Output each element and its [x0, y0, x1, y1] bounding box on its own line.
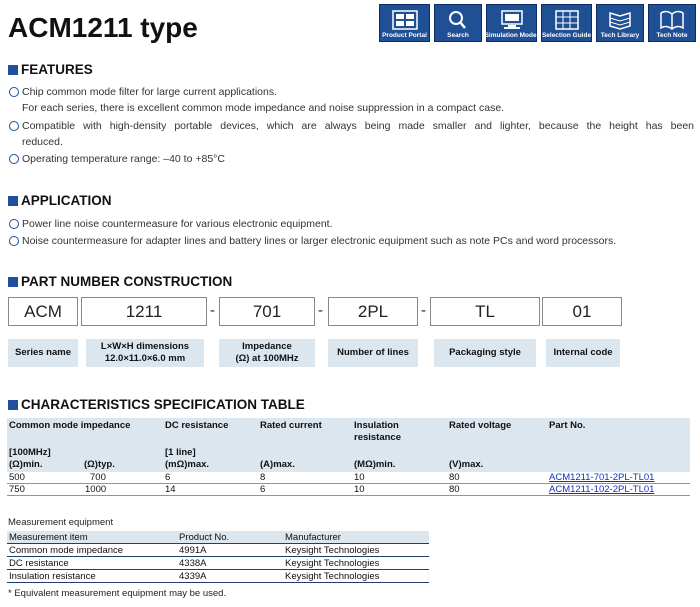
feature-text: Chip common mode filter for large current applications. [22, 86, 278, 98]
cell-zmin: 500 [9, 472, 25, 483]
col-header: Measurement item [9, 532, 88, 543]
bullet-circle-icon [9, 121, 19, 131]
nav-label: Product Portal [382, 32, 427, 39]
nav-label: Tech Note [656, 32, 688, 39]
cell-product: 4991A [179, 545, 207, 556]
cell-dcr: 6 [165, 472, 171, 483]
col-header: (Ω)min. [9, 459, 43, 470]
col-header: (A)max. [260, 459, 295, 470]
cell-current: 6 [260, 484, 266, 495]
features-heading [8, 62, 93, 77]
section-marker [8, 65, 18, 75]
pn-label-text: Number of lines [337, 347, 409, 358]
table-row [7, 557, 429, 570]
simulation-model-icon [499, 10, 525, 30]
feature-item-continued [22, 134, 694, 150]
pn-code-internal: 01 [542, 297, 622, 326]
pn-label-impedance [219, 339, 315, 367]
part-number-heading-text: PART NUMBER CONSTRUCTION [21, 274, 233, 289]
feature-text: reduced. [22, 136, 63, 148]
spec-table [7, 418, 690, 496]
feature-item [22, 84, 694, 100]
application-text: Power line noise countermeasure for various electronic equipment. [22, 218, 333, 230]
feature-text: Compatible with high-density portable devices, which are always being made smaller and lighter, because the height has been [22, 120, 694, 132]
col-header: Insulation [354, 420, 399, 431]
nav-tech-library-button[interactable] [596, 4, 644, 42]
application-item [22, 233, 694, 249]
feature-item [22, 118, 694, 134]
pn-code-packaging: TL [430, 297, 540, 326]
cell-product: 4338A [179, 558, 207, 569]
col-header: (MΩ)min. [354, 459, 396, 470]
col-header: Product No. [179, 532, 230, 543]
cell-zmin: 750 [9, 484, 25, 495]
cell-manufacturer: Keysight Technologies [285, 558, 380, 569]
pn-dash: - [318, 302, 323, 319]
table-row [7, 484, 690, 496]
col-header: (mΩ)max. [165, 459, 210, 470]
cell-current: 8 [260, 472, 266, 483]
pn-code-lines: 2PL [328, 297, 418, 326]
pn-label-text: 12.0×11.0×6.0 mm [104, 353, 186, 364]
cell-item: Common mode impedance [9, 545, 124, 556]
pn-label-text: (Ω) at 100MHz [235, 353, 299, 364]
col-header: Rated voltage [449, 420, 512, 431]
features-heading-text: FEATURES [21, 62, 93, 77]
pn-label-dimensions [86, 339, 204, 367]
pn-code-impedance: 701 [219, 297, 315, 326]
nav-tech-note-button[interactable] [648, 4, 696, 42]
col-header: Common mode impedance [9, 420, 131, 431]
measurement-table [7, 531, 429, 583]
pn-label-lines [328, 339, 418, 367]
measurement-title: Measurement equipment [8, 517, 114, 528]
col-header: resistance [354, 432, 402, 443]
col-header: Part No. [549, 420, 586, 431]
tech-library-icon [607, 10, 633, 30]
spec-heading-text: CHARACTERISTICS SPECIFICATION TABLE [21, 397, 305, 412]
section-marker [8, 277, 18, 287]
pn-dash: - [210, 302, 215, 319]
cell-ztyp: 700 [90, 472, 106, 483]
pn-label-text: Impedance [242, 341, 292, 352]
col-header: Manufacturer [285, 532, 341, 543]
cell-insulation: 10 [354, 472, 365, 483]
nav-label: Tech Library [600, 32, 640, 39]
cell-insulation: 10 [354, 484, 365, 495]
col-header: [1 line] [165, 447, 196, 458]
pn-dash: - [421, 302, 426, 319]
spec-heading [8, 397, 305, 412]
measurement-header [7, 531, 429, 544]
pn-label-packaging [434, 339, 536, 367]
application-item [22, 216, 694, 232]
section-marker [8, 400, 18, 410]
selection-guide-icon [554, 10, 580, 30]
col-header: DC resistance [165, 420, 229, 431]
application-heading-text: APPLICATION [21, 193, 112, 208]
cell-ztyp: 1000 [85, 484, 107, 495]
cell-dcr: 14 [165, 484, 176, 495]
application-text: Noise countermeasure for adapter lines and battery lines or larger electronic equipment such as note PCs and word processors. [22, 235, 617, 247]
feature-item [22, 151, 694, 167]
table-row [7, 544, 429, 557]
pn-label-text: Packaging style [449, 347, 521, 358]
bullet-circle-icon [9, 154, 19, 164]
cell-manufacturer: Keysight Technologies [285, 545, 380, 556]
pn-label-internal [546, 339, 620, 367]
section-marker [8, 196, 18, 206]
table-row [7, 472, 690, 484]
cell-product: 4339A [179, 571, 207, 582]
table-row [7, 570, 429, 583]
cell-item: Insulation resistance [9, 571, 96, 582]
nav-simulation-model-button[interactable] [486, 4, 537, 42]
cell-manufacturer: Keysight Technologies [285, 571, 380, 582]
part-number-link[interactable]: ACM1211-102-2PL-TL01 [549, 484, 655, 495]
nav-product-portal-button[interactable] [379, 4, 430, 42]
product-portal-icon [392, 10, 418, 30]
part-number-heading [8, 274, 232, 289]
cell-voltage: 80 [449, 484, 460, 495]
page-title: ACM1211 type [8, 12, 198, 43]
part-number-link[interactable]: ACM1211-701-2PL-TL01 [549, 472, 655, 483]
pn-code-dimensions: 1211 [81, 297, 207, 326]
nav-label: Search [447, 32, 469, 39]
pn-label-series [8, 339, 78, 367]
nav-search-button[interactable] [434, 4, 482, 42]
pn-label-text: Internal code [553, 347, 613, 358]
nav-bar [379, 4, 696, 42]
search-icon [445, 10, 471, 30]
col-header: (V)max. [449, 459, 484, 470]
bullet-circle-icon [9, 87, 19, 97]
nav-label: Selection Guide [541, 32, 592, 39]
application-heading [8, 193, 112, 208]
feature-text: For each series, there is excellent common mode impedance and noise suppression in a compact case. [22, 102, 505, 114]
spec-table-header [7, 418, 690, 472]
pn-label-text: Series name [15, 347, 71, 358]
nav-label: Simulation Model [484, 32, 539, 39]
col-header: [100MHz] [9, 447, 51, 458]
measurement-note: * Equivalent measurement equipment may be used. [8, 588, 227, 599]
col-header: (Ω)typ. [84, 459, 115, 470]
cell-item: DC resistance [9, 558, 69, 569]
feature-text: Operating temperature range: –40 to +85°C [22, 153, 225, 165]
tech-note-icon [659, 10, 685, 30]
col-header: Rated current [260, 420, 322, 431]
pn-code-series: ACM [8, 297, 78, 326]
feature-item-continued [22, 100, 694, 116]
pn-label-text: L×W×H dimensions [100, 341, 190, 352]
cell-voltage: 80 [449, 472, 460, 483]
bullet-circle-icon [9, 236, 19, 246]
nav-selection-guide-button[interactable] [541, 4, 592, 42]
bullet-circle-icon [9, 219, 19, 229]
